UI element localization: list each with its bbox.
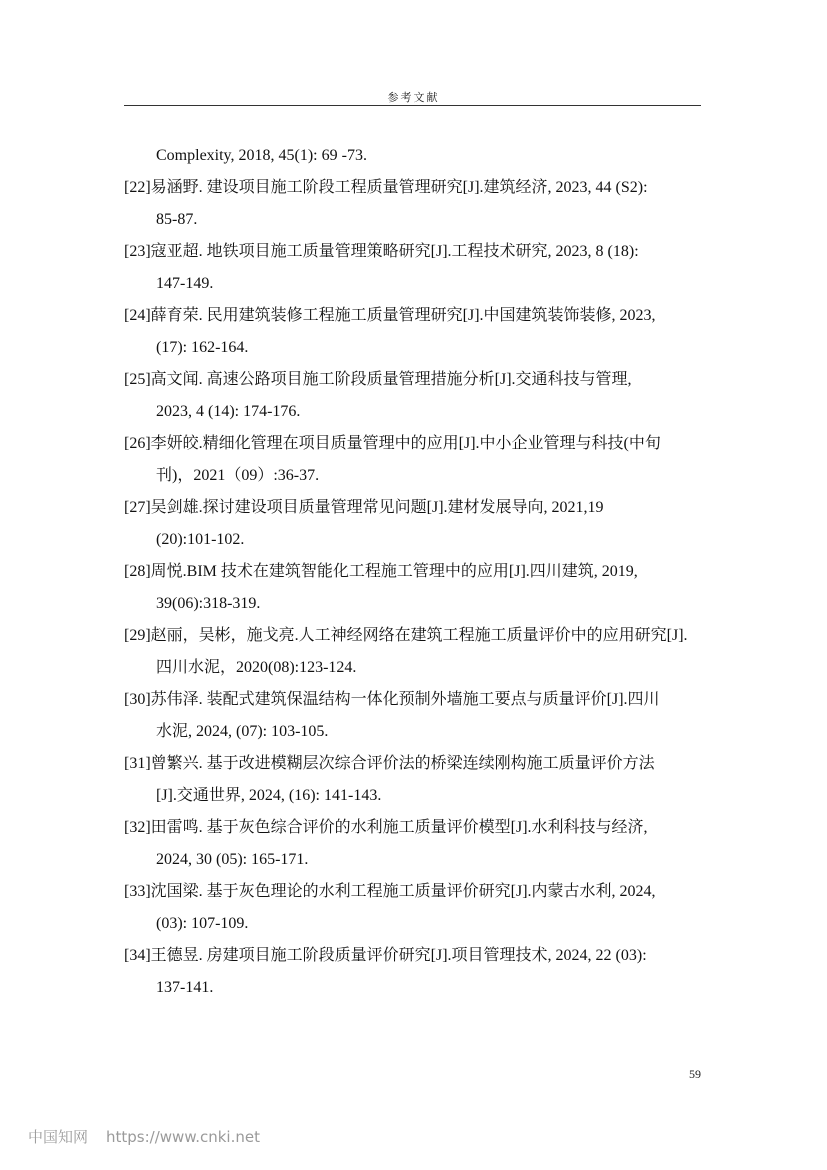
- reference-line: [25]高文闻. 高速公路项目施工阶段质量管理措施分析[J].交通科技与管理,: [124, 371, 632, 388]
- page-header-title: 参考文献: [387, 92, 440, 104]
- header-rule: [124, 105, 701, 106]
- reference-line: [28]周悦.BIM 技术在建筑智能化工程施工管理中的应用[J].四川建筑, 2019,: [124, 563, 638, 580]
- watermark-site-name: 中国知网: [28, 1128, 89, 1146]
- reference-continuation-line: (17): 162-164.: [156, 339, 249, 356]
- reference-continuation-line: 刊)，2021（09）:36-37.: [156, 467, 320, 484]
- reference-item: [124, 812, 700, 876]
- reference-continuation-line: 39(06):318-319.: [156, 595, 261, 612]
- reference-line: [29]赵丽，吴彬，施戈亮.人工神经网络在建筑工程施工质量评价中的应用研究[J].: [124, 627, 688, 644]
- watermark: [28, 1126, 260, 1147]
- reference-item: [124, 364, 700, 428]
- page-number: 59: [689, 1067, 701, 1081]
- reference-continuation-line: 147-149.: [156, 275, 214, 292]
- reference-line: [26]李妍皎.精细化管理在项目质量管理中的应用[J].中小企业管理与科技(中旬: [124, 435, 661, 452]
- reference-line: [34]王德昱. 房建项目施工阶段质量评价研究[J].项目管理技术, 2024, 22 (03):: [124, 947, 647, 964]
- reference-continuation-line: 2024, 30 (05): 165-171.: [156, 851, 309, 868]
- reference-item: [124, 684, 700, 748]
- reference-item: [124, 172, 700, 236]
- reference-line: [31]曾繁兴. 基于改进模糊层次综合评价法的桥梁连续刚构施工质量评价方法: [124, 755, 655, 772]
- reference-continuation-line: 2023, 4 (14): 174-176.: [156, 403, 301, 420]
- reference-line: [32]田雷鸣. 基于灰色综合评价的水利施工质量评价模型[J].水利科技与经济,: [124, 819, 648, 836]
- reference-line: [33]沈国梁. 基于灰色理论的水利工程施工质量评价研究[J].内蒙古水利, 2024,: [124, 883, 656, 900]
- reference-continuation-line: 四川水泥，2020(08):123-124.: [156, 659, 357, 676]
- reference-item: [124, 876, 700, 940]
- watermark-url: https://www.cnki.net: [106, 1128, 260, 1146]
- reference-continuation-line: (20):101-102.: [156, 531, 245, 548]
- reference-item: [124, 140, 700, 172]
- reference-line: [30]苏伟泽. 装配式建筑保温结构一体化预制外墙施工要点与质量评价[J].四川: [124, 691, 660, 708]
- reference-item: [124, 236, 700, 300]
- reference-continuation-line: [J].交通世界, 2024, (16): 141-143.: [156, 787, 382, 804]
- reference-line: [23]寇亚超. 地铁项目施工质量管理策略研究[J].工程技术研究, 2023, 8 (18):: [124, 243, 639, 260]
- reference-item: [124, 748, 700, 812]
- reference-continuation-line: 137-141.: [156, 979, 214, 996]
- reference-item: [124, 940, 700, 1004]
- reference-list: [124, 140, 700, 1004]
- reference-line: [27]吴剑雄.探讨建设项目质量管理常见问题[J].建材发展导向, 2021,19: [124, 499, 604, 516]
- reference-item: [124, 492, 700, 556]
- reference-line: [22]易涵野. 建设项目施工阶段工程质量管理研究[J].建筑经济, 2023, 44 (S2):: [124, 179, 648, 196]
- reference-item: [124, 300, 700, 364]
- reference-item: [124, 620, 700, 684]
- reference-continuation-line: Complexity, 2018, 45(1): 69 -73.: [156, 147, 367, 164]
- reference-continuation-line: 水泥, 2024, (07): 103-105.: [156, 723, 329, 740]
- reference-item: [124, 556, 700, 620]
- reference-line: [24]薛育荣. 民用建筑装修工程施工质量管理研究[J].中国建筑装饰装修, 2023,: [124, 307, 656, 324]
- reference-continuation-line: (03): 107-109.: [156, 915, 249, 932]
- reference-continuation-line: 85-87.: [156, 211, 198, 228]
- reference-item: [124, 428, 700, 492]
